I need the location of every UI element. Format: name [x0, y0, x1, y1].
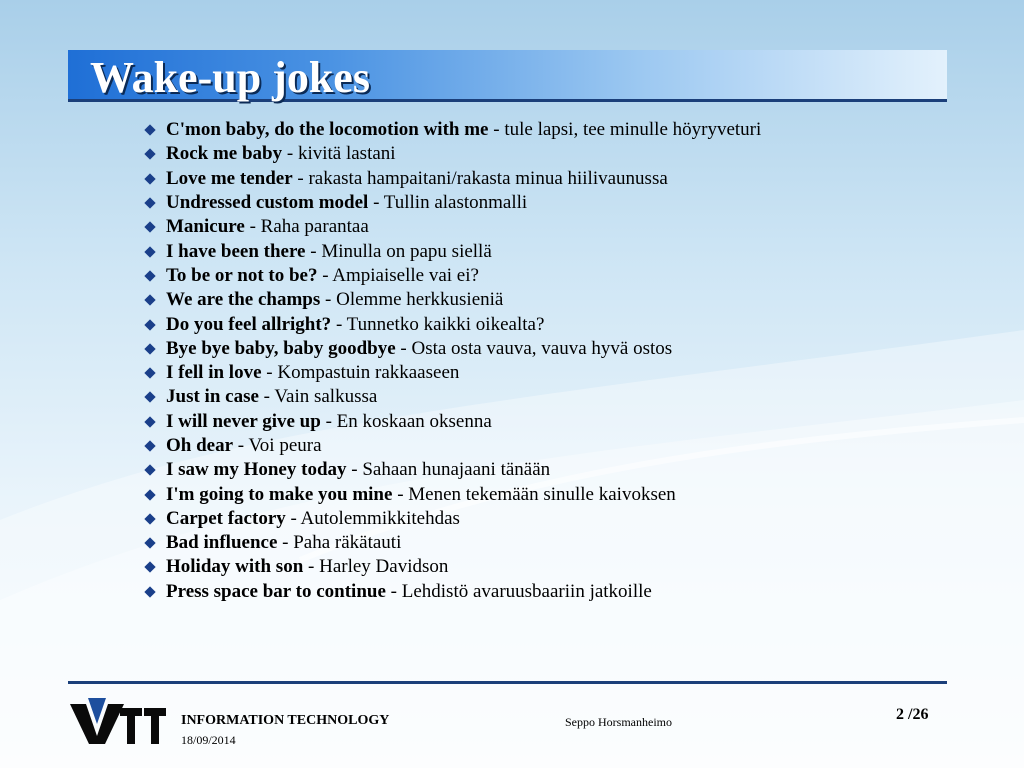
joke-finnish: - Paha räkätauti: [282, 532, 402, 554]
diamond-bullet-icon: [144, 538, 155, 549]
joke-finnish: - Tullin alastonmalli: [373, 192, 528, 214]
footer-author: Seppo Horsmanheimo: [565, 715, 672, 729]
list-item: [146, 288, 761, 312]
joke-english: Carpet factory: [166, 507, 286, 529]
diamond-bullet-icon: [144, 270, 155, 281]
joke-english: I saw my Honey today: [166, 459, 347, 481]
list-item: [146, 385, 761, 409]
joke-english: Press space bar to continue: [166, 580, 386, 602]
diamond-bullet-icon: [144, 124, 155, 135]
diamond-bullet-icon: [144, 586, 155, 597]
diamond-bullet-icon: [144, 513, 155, 524]
joke-english: Manicure: [166, 216, 245, 238]
joke-finnish: - Ampiaiselle vai ei?: [322, 264, 479, 286]
page-number: 2 /26: [896, 706, 929, 723]
joke-finnish: - Minulla on papu siellä: [310, 240, 492, 262]
joke-finnish: - Lehdistö avaruusbaariin jatkoille: [390, 580, 652, 602]
joke-english: Oh dear: [166, 435, 234, 456]
footer-date: 18/09/2014: [181, 733, 236, 747]
diamond-bullet-icon: [144, 149, 155, 160]
joke-finnish: - Olemme herkkusieniä: [325, 289, 504, 311]
joke-english: Do you feel allright?: [166, 313, 332, 335]
list-item: [146, 507, 761, 531]
diamond-bullet-icon: [144, 197, 155, 208]
diamond-bullet-icon: [144, 246, 155, 257]
diamond-bullet-icon: [144, 367, 155, 378]
footer-department: INFORMATION TECHNOLOGY: [181, 713, 390, 728]
joke-english: Bye bye baby, baby goodbye: [166, 337, 396, 359]
list-item: [146, 410, 761, 434]
diamond-bullet-icon: [144, 343, 155, 354]
joke-finnish: - Vain salkussa: [263, 386, 378, 408]
list-item: [146, 264, 761, 288]
joke-english: Holiday with son: [166, 556, 304, 578]
diamond-bullet-icon: [144, 562, 155, 573]
joke-finnish: - rakasta hampaitani/rakasta minua hiilivaunussa: [297, 167, 668, 189]
joke-finnish: - tule lapsi, tee minulle höyryveturi: [493, 119, 762, 141]
joke-finnish: - Voi peura: [237, 435, 322, 456]
joke-english: Bad influence: [166, 532, 278, 554]
title-bar: [68, 50, 947, 102]
list-item: [146, 337, 761, 361]
slide-title: Wake-up jokes: [90, 53, 370, 102]
diamond-bullet-icon: [144, 489, 155, 500]
diamond-bullet-icon: [144, 319, 155, 330]
joke-finnish: - Tunnetko kaikki oikealta?: [335, 313, 545, 335]
vtt-logo: [70, 698, 166, 744]
list-item: [146, 458, 761, 482]
joke-english: I fell in love: [166, 362, 262, 384]
list-item: [146, 312, 761, 336]
diamond-bullet-icon: [144, 392, 155, 403]
diamond-bullet-icon: [144, 173, 155, 184]
joke-english: Rock me baby: [166, 143, 283, 165]
list-item: [146, 167, 761, 191]
diamond-bullet-icon: [144, 440, 155, 451]
list-item: [146, 531, 761, 555]
list-item: [146, 482, 761, 506]
joke-english: C'mon baby, do the locomotion with me: [166, 119, 489, 141]
list-item: [146, 434, 761, 458]
list-item: [146, 142, 761, 166]
diamond-bullet-icon: [144, 295, 155, 306]
list-item: [146, 555, 761, 579]
joke-finnish: - Kompastuin rakkaaseen: [266, 362, 460, 384]
list-item: [146, 361, 761, 385]
joke-english: Love me tender: [166, 167, 293, 189]
diamond-bullet-icon: [144, 465, 155, 476]
list-item: [146, 191, 761, 215]
joke-finnish: - Harley Davidson: [308, 556, 449, 578]
diamond-bullet-icon: [144, 416, 155, 427]
list-item: [146, 580, 761, 604]
joke-finnish: - Menen tekemään sinulle kaivoksen: [397, 483, 676, 505]
list-item: [146, 118, 761, 142]
list-item: [146, 239, 761, 263]
joke-english: Undressed custom model: [166, 192, 369, 214]
joke-english: To be or not to be?: [166, 264, 318, 286]
footer-divider: [68, 681, 947, 684]
joke-finnish: - En koskaan oksenna: [325, 410, 492, 432]
list-item: [146, 215, 761, 239]
joke-finnish: - Osta osta vauva, vauva hyvä ostos: [400, 337, 673, 359]
joke-english: I will never give up: [166, 410, 321, 432]
joke-list: [146, 118, 761, 604]
joke-english: We are the champs: [166, 289, 321, 311]
joke-english: I have been there: [166, 240, 306, 262]
joke-finnish: - Raha parantaa: [249, 216, 369, 238]
joke-finnish: - kivitä lastani: [286, 143, 396, 165]
joke-english: Just in case: [166, 386, 259, 408]
joke-finnish: - Autolemmikkitehdas: [290, 507, 460, 529]
diamond-bullet-icon: [144, 222, 155, 233]
joke-english: I'm going to make you mine: [166, 483, 393, 505]
joke-finnish: - Sahaan hunajaani tänään: [351, 459, 551, 481]
